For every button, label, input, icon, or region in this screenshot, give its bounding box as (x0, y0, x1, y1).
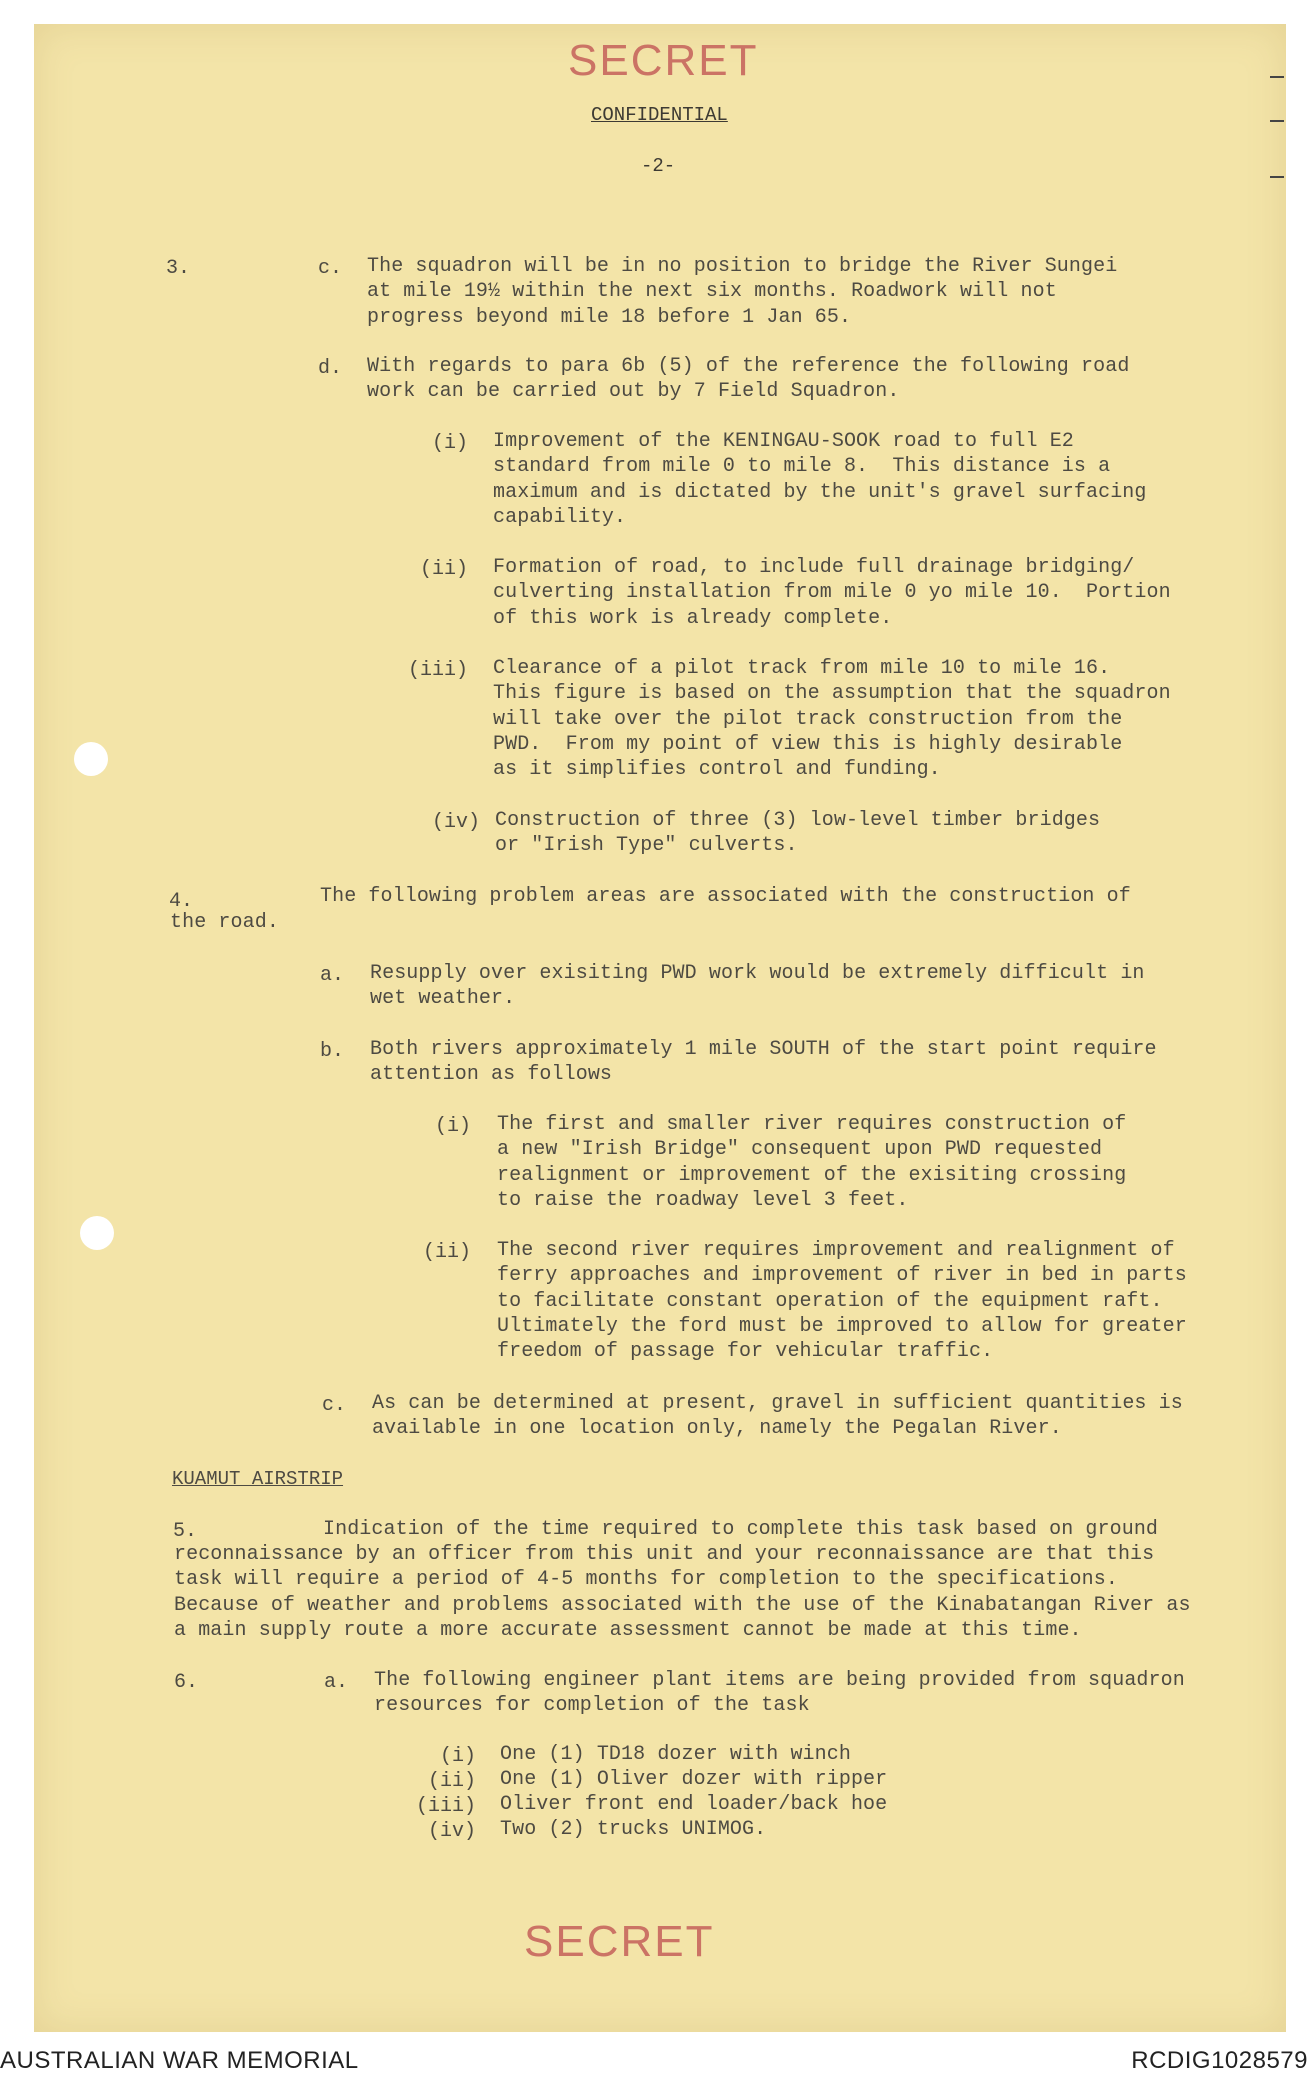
para-6a-iv-text: Two (2) trucks UNIMOG. (500, 1818, 767, 1841)
para-3c-label: c. (318, 257, 343, 280)
para-4c-text: As can be determined at present, gravel in sufficient quantities is available in one location only, namely the Pegalan River. (372, 1392, 1183, 1441)
para-3d-iv-text: Construction of three (3) low-level timber bridges or "Irish Type" culverts. (495, 809, 1101, 858)
para-5-text: reconnaissance by an officer from this unit and your reconnaissance are that this task will require a period of 4-5 months for completion to the specifications. Because of weather and problems associated with the use of the Kinabatangan River as a main supply route a more accurate assessment cannot be made at this time. (174, 1543, 1191, 1642)
para-3c-text: The squadron will be in no position to bridge the River Sungei at mile 19½ within the next six months. Roadwork will not progress beyond mile 18 before 1 Jan 65. (367, 255, 1118, 329)
para-3-number: 3. (166, 257, 191, 280)
edge-mark (1270, 120, 1284, 122)
para-3d-label: d. (318, 357, 343, 380)
punch-hole-bottom (80, 1216, 114, 1250)
para-6a-ii-label: (ii) (428, 1770, 477, 1793)
para-6a-iii-label: (iii) (416, 1795, 477, 1818)
para-6a-iv-label: (iv) (428, 1820, 477, 1843)
para-4b-i-text: The first and smaller river requires construction of a new "Irish Bridge" consequent upon PWD requested realignment or improvement of the exisiting crossing to raise the roadway level 3 feet. (497, 1113, 1127, 1212)
para-4-number: 4. (169, 890, 194, 913)
para-4b-i-label: (i) (435, 1115, 472, 1138)
para-3d-ii-label: (ii) (420, 558, 469, 581)
page-number: -2- (641, 155, 676, 177)
para-4c-label: c. (322, 1394, 347, 1417)
para-6a-i-label: (i) (440, 1745, 477, 1768)
para-4-intro-cont: the road. (170, 911, 279, 934)
para-4-intro: The following problem areas are associated with the construction of (320, 885, 1131, 908)
para-4b-label: b. (320, 1040, 345, 1063)
para-3d-iv-label: (iv) (432, 811, 481, 834)
para-5-first-line: Indication of the time required to complete this task based on ground (323, 1518, 1159, 1541)
para-4b-ii-text: The second river requires improvement and realignment of ferry approaches and improvement of river in bed in parts to facilitate constant operation of the equipment raft. Ultimately the ford must be improved to allow for greater freedom of passage for vehicular traffic. (497, 1239, 1187, 1364)
para-6a-label: a. (324, 1671, 349, 1694)
secret-stamp-top: SECRET (568, 36, 759, 85)
secret-stamp-bottom: SECRET (524, 1917, 715, 1966)
para-4a-text: Resupply over exisiting PWD work would be extremely difficult in wet weather. (370, 962, 1145, 1011)
para-6a-text: The following engineer plant items are being provided from squadron resources for completion of the task (374, 1669, 1185, 1718)
para-5-number: 5. (173, 1520, 198, 1543)
para-3d-iii-label: (iii) (408, 659, 469, 682)
para-6-number: 6. (174, 1671, 199, 1694)
para-3d-text: With regards to para 6b (5) of the reference the following road work can be carried out by 7 Field Squadron. (367, 355, 1130, 404)
edge-mark (1270, 176, 1284, 178)
para-3d-i-label: (i) (432, 432, 469, 455)
edge-mark (1270, 76, 1284, 78)
para-3d-iii-text: Clearance of a pilot track from mile 10 to mile 16. This figure is based on the assumption that the squadron will take over the pilot track construction from the PWD. From my point of view this is highly desirable as it simplifies control and funding. (493, 657, 1171, 782)
classification-header: CONFIDENTIAL (591, 104, 728, 126)
footer-reference: RCDIG1028579 (1131, 2047, 1308, 2074)
punch-hole-top (74, 742, 108, 776)
section-heading-kuamut-airstrip: KUAMUT AIRSTRIP (172, 1468, 344, 1490)
para-6a-i-text: One (1) TD18 dozer with winch (500, 1743, 851, 1766)
para-6a-iii-text: Oliver front end loader/back hoe (500, 1793, 888, 1816)
para-4b-ii-label: (ii) (423, 1241, 472, 1264)
para-6a-ii-text: One (1) Oliver dozer with ripper (500, 1768, 888, 1791)
para-3d-ii-text: Formation of road, to include full drainage bridging/ culverting installation from mile 0 yo mile 10. Portion of this work is already complete. (493, 556, 1171, 630)
para-4b-text: Both rivers approximately 1 mile SOUTH of the start point require attention as follows (370, 1038, 1157, 1087)
para-3d-i-text: Improvement of the KENINGAU-SOOK road to full E2 standard from mile 0 to mile 8. This distance is a maximum and is dictated by the unit's gravel surfacing capability. (493, 430, 1147, 529)
para-4a-label: a. (320, 964, 345, 987)
footer-institution: AUSTRALIAN WAR MEMORIAL (0, 2047, 359, 2074)
